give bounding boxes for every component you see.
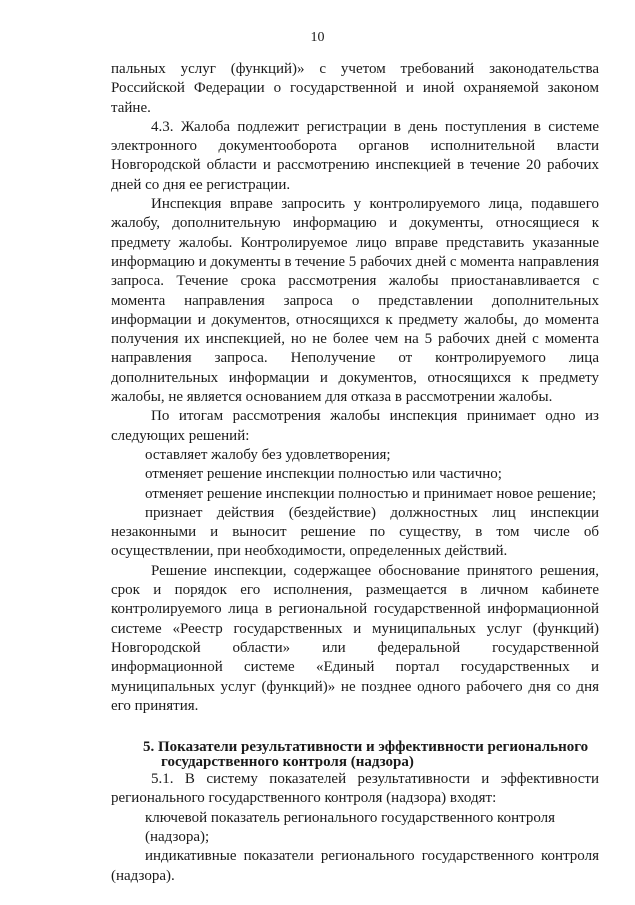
decision-item: отменяет решение инспекции полностью или частично; <box>145 466 502 483</box>
indicator-item: индикативные показатели регионального государственного контроля (надзора). <box>111 848 599 884</box>
paragraph-decision-publication: Решение инспекции, содержащее обоснование принятого решения, срок и порядок его исполнения, размещается в личном кабинете контролируемого лица в региональной государственной информационной системе «Реестр государственных и муниципальных услуг (функций) Новгородской области» или федеральной государственной информационной системе «Единый портал государственных и муниципальных услуг (функций)» не позднее одного рабочего дня со дня его принятия. <box>111 562 599 714</box>
decision-item: признает действия (бездействие) должностных лиц инспекции незаконными и выносит решение по существу, в том числе об осуществлении, при необходимости, определенных действий. <box>111 504 599 560</box>
decision-item: оставляет жалобу без удовлетворения; <box>145 446 391 463</box>
section-5-heading-line2: государственного контроля (надзора) <box>161 754 414 771</box>
paragraph-5-1: 5.1. В систему показателей результативности и эффективности регионального государственного контроля (надзора) входят: <box>111 771 599 807</box>
paragraph-decisions-intro: По итогам рассмотрения жалобы инспекция принимает одно из следующих решений: <box>111 408 599 444</box>
paragraph-continuation: пальных услуг (функций)» с учетом требований законодательства Российской Федерации о государственной и иной охраняемой законом тайне. <box>111 61 599 116</box>
paragraph-4-3: 4.3. Жалоба подлежит регистрации в день поступления в системе электронного документооборота органов исполнительной власти Новгородской области и рассмотрению инспекцией в течение 20 рабочих дней со дня ее регистрации. <box>111 118 599 193</box>
paragraph-request-info: Инспекция вправе запросить у контролируемого лица, подавшего жалобу, дополнительную информацию и документы, относящиеся к предмету жалобы. Контролируемое лицо вправе представить указанные информацию и документы в течение 5 рабочих дней с момента направления запроса. Течение срока рассмотрения жалобы приостанавливается с момента направления запроса о представлении дополнительных информации и документов, относящихся к предмету жалобы, до момента получения их инспекцией, но не более чем на 5 рабочих дней с момента направления запроса. Неполучение от контролируемого лица дополнительных информации и документов, относящихся к предмету жалобы, не является основанием для отказа в рассмотрении жалобы. <box>111 196 599 406</box>
section-5-heading-line1: 5. Показатели результативности и эффективности регионального <box>143 739 589 756</box>
decision-item: отменяет решение инспекции полностью и принимает новое решение; <box>145 485 597 502</box>
indicator-item: ключевой показатель регионального государственного контроля (надзора); <box>145 809 556 845</box>
page-number: 10 <box>310 30 325 45</box>
document-body <box>111 60 599 886</box>
section-5-heading <box>111 740 599 770</box>
